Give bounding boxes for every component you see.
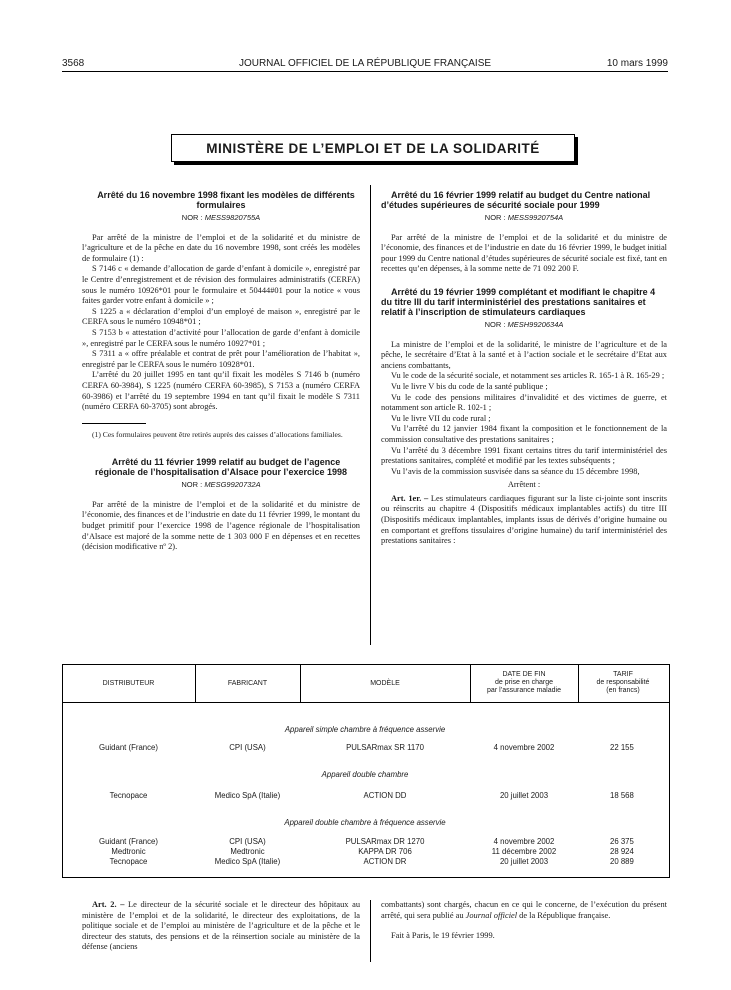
arrete-4-para: Vu l’arrêté du 12 janvier 1984 fixant la composition et le fonctionnement de la commission consultative des prestations sanitaires ; xyxy=(381,424,667,444)
arrete-4-nor: NOR : MESH9920634A xyxy=(484,319,564,329)
cell-fabricant: CPI (USA) xyxy=(229,837,266,846)
page-number: 3568 xyxy=(62,58,85,69)
article-1: Art. 1er. – Les stimulateurs cardiaques figurant sur la liste ci-jointe sont inscrits ou réinscrits au chapitre 4 (Dispositifs médicaux implantables actifs) du titre III (Dispositifs médicaux implantables, implants issus de dérivés d’origine humaine ou en comportant et greffons tissulaires d’origine humaine) du tarif interministériel des prestations sanitaires : xyxy=(381,493,667,546)
arrete-1-para: L’arrêté du 20 juillet 1995 en tant qu’il fixait les modèles S 7146 b (numéro CERFA 60-3984), S 1225 (numéro CERFA 60-3985), S 7153 a (numéro CERFA 60-3986) et l’arrêté du 19 septembre 1994 en tant qu’il fixait le modèle S 7311 (numéro CERFA 60-3705) sont abrogés. xyxy=(82,370,360,412)
th-distributeur: DISTRIBUTEUR xyxy=(102,680,155,687)
arrete-4-title: Arrêté du 19 février 1999 complétant et modifiant le chapitre 4 du titre III du tarif interministériel des prestations sanitaires et relatif à l’inscription de stimulateurs cardiaques xyxy=(381,286,656,317)
article-2-right: combattants) sont chargés, chacun en ce qui le concerne, de l’exécution du présent arrêté, qui sera publié au Journal officiel de la République française. Fait à Paris, le 19 février 1999. xyxy=(381,900,667,941)
th-tarif: TARIF de responsabilité (en francs) xyxy=(596,671,650,694)
section-title: Appareil double chambre xyxy=(321,770,409,779)
column-divider xyxy=(370,900,371,962)
table-header-rule xyxy=(62,702,669,703)
section-title: Appareil double chambre à fréquence asservie xyxy=(284,818,446,827)
footnote: (1) Ces formulaires peuvent être retirés auprès des caisses d’allocations familiales. xyxy=(92,429,343,439)
cell-modele: KAPPA DR 706 xyxy=(358,847,412,856)
cell-fabricant: Medtronic xyxy=(230,847,265,856)
right-column xyxy=(381,190,667,547)
arrete-1-nor: NOR : MESS9820755A xyxy=(181,213,261,222)
cell-fabricant: Medico SpA (Italie) xyxy=(214,857,281,866)
cell-date: 4 novembre 2002 xyxy=(493,743,555,752)
arrete-4-para: Vu le code de la sécurité sociale, et notamment ses articles R. 165-1 à R. 165-29 ; xyxy=(391,371,665,381)
cell-tarif: 26 375 xyxy=(610,837,634,846)
cell-modele: ACTION DD xyxy=(363,791,407,800)
cell-date: 20 juillet 2003 xyxy=(499,791,549,800)
arrete-4-para: Vu l’arrêté du 3 décembre 1991 fixant certains titres du tarif interministériel des prestations sanitaires, complété et modifié par les textes subséquents ; xyxy=(381,445,667,466)
header-rule xyxy=(62,71,668,72)
cell-distributeur: Guidant (France) xyxy=(99,743,158,752)
cell-date: 4 novembre 2002 xyxy=(493,837,555,846)
arrete-3-nor: NOR : MESS9920754A xyxy=(484,213,564,222)
issue-date: 10 mars 1999 xyxy=(606,58,668,69)
arrete-1-para: Par arrêté de la ministre de l’emploi et de la solidarité et du ministre de l’agriculture et de la pêche en date du 16 novembre 1998, sont créés les modèles de formulaire (1) : xyxy=(82,232,360,263)
arrete-1-para: S 7153 b « attestation d’activité pour l’allocation de garde d’enfant à domicile », enregistré par le CERFA sous le numéro 10927*01 ; xyxy=(82,327,360,348)
arrete-2-title: Arrêté du 11 février 1999 relatif au budget de l’agence régionale de l’hospitalisation d’Alsace pour l’exercice 1998 xyxy=(94,457,348,478)
arrete-1-para: S 7146 c « demande d’allocation de garde d’enfant à domicile », enregistré par le Centre d’enregistrement et de révision des formulaires administratifs (CERFA) sous le numéro 10926*01 pour le formulaire et 50444#01 pour la notice « vous faites garder votre enfant à domicile » ; xyxy=(82,264,360,306)
arrete-4-para: Vu l’avis de la commission susvisée dans sa séance du 15 décembre 1998, xyxy=(391,466,640,476)
th-date: DATE DE FIN de prise en charge par l’assurance maladie xyxy=(487,671,561,694)
cell-distributeur: Medtronic xyxy=(111,847,146,856)
cell-modele: ACTION DR xyxy=(363,857,407,866)
cell-distributeur: Guidant (France) xyxy=(99,837,158,846)
section-title: Appareil simple chambre à fréquence asservie xyxy=(284,725,446,734)
cell-tarif: 22 155 xyxy=(610,743,634,752)
cell-distributeur: Tecnopace xyxy=(109,857,148,866)
arrete-4-para: Vu le code des pensions militaires d’invalidité et des victimes de guerre, et notamment son article R. 102-1 ; xyxy=(381,392,667,413)
cell-modele: PULSARmax SR 1170 xyxy=(346,743,424,752)
th-fabricant: FABRICANT xyxy=(227,680,268,687)
journal-title: JOURNAL OFFICIEL DE LA RÉPUBLIQUE FRANÇAISE xyxy=(238,58,492,69)
arretent: Arrêtent : xyxy=(507,480,541,490)
column-divider xyxy=(370,185,371,645)
cell-date: 20 juillet 2003 xyxy=(499,857,549,866)
arrete-2-nor: NOR : MESG9920732A xyxy=(181,480,261,490)
arrete-1-para: S 7311 a « offre préalable et contrat de prêt pour l’amélioration de l’habitat », enregistré par le CERFA sous le numéro 10928*01. xyxy=(82,349,360,369)
cell-tarif: 20 889 xyxy=(610,857,634,866)
arrete-4-para: Vu le livre VII du code rural ; xyxy=(391,413,491,423)
arrete-2-para: Par arrêté de la ministre de l’emploi et de la solidarité et du ministre de l’économie, des finances et de l’industrie en date du 11 février 1999, le montant du budget primitif pour l’exercice 1998 de l’agence régionale de l’hospitalisation d’Alsace est majoré de la somme nette de 1 303 000 F en dépenses et en recettes (décision modificative nº 2). xyxy=(82,499,360,552)
cell-modele: PULSARmax DR 1270 xyxy=(345,837,425,846)
cell-tarif: 28 924 xyxy=(610,847,634,856)
footnote-rule xyxy=(82,423,146,424)
cell-fabricant: Medico SpA (Italie) xyxy=(214,791,281,800)
th-modele: MODÈLE xyxy=(370,680,400,687)
article-2-left: Art. 2. – Le directeur de la sécurité sociale et le directeur des hôpitaux au ministère de l’emploi et de la solidarité, le directeur des exploitations, de la politique sociale et de l’emploi au ministère de l’agriculture et de la pêche et le directeur des statuts, des pensions et de la réinsertion sociale au ministère de la défense (anciens xyxy=(82,900,361,952)
cell-tarif: 18 568 xyxy=(610,791,634,800)
left-column xyxy=(82,190,360,553)
arrete-4-para: La ministre de l’emploi et de la solidarité, le ministre de l’agriculture et de la pêche, le secrétaire d’Etat à la santé et à l’action sociale et le secrétaire d’Etat aux anciens combattants, xyxy=(381,339,667,370)
arrete-1-para: S 1225 a « déclaration d’emploi d’un employé de maison », enregistré par le CERFA sous le numéro 10948*01 ; xyxy=(82,306,360,327)
arrete-3-title: Arrêté du 16 février 1999 relatif au budget du Centre national d’études supérieures de sécurité sociale pour 1999 xyxy=(381,190,651,210)
signature-line: Fait à Paris, le 19 février 1999. xyxy=(391,931,495,941)
cell-fabricant: CPI (USA) xyxy=(229,743,266,752)
ministry-heading: MINISTÈRE DE L’EMPLOI ET DE LA SOLIDARITÉ xyxy=(171,134,575,162)
cell-date: 11 décembre 2002 xyxy=(491,847,557,856)
cell-distributeur: Tecnopace xyxy=(109,791,148,800)
arrete-4-para: Vu le livre V bis du code de la santé publique ; xyxy=(391,381,548,391)
arrete-1-title: Arrêté du 16 novembre 1998 fixant les modèles de différents formulaires xyxy=(97,190,355,210)
arrete-3-para: Par arrêté de la ministre de l’emploi et de la solidarité et du ministre de l’économie, des finances et de l’industrie en date du 16 février 1999, le budget initial pour 1999 du Centre national d’études supérieures de sécurité sociale est fixé, tant en recettes qu’en dépenses, à la somme nette de 71 092 200 F. xyxy=(381,232,667,274)
